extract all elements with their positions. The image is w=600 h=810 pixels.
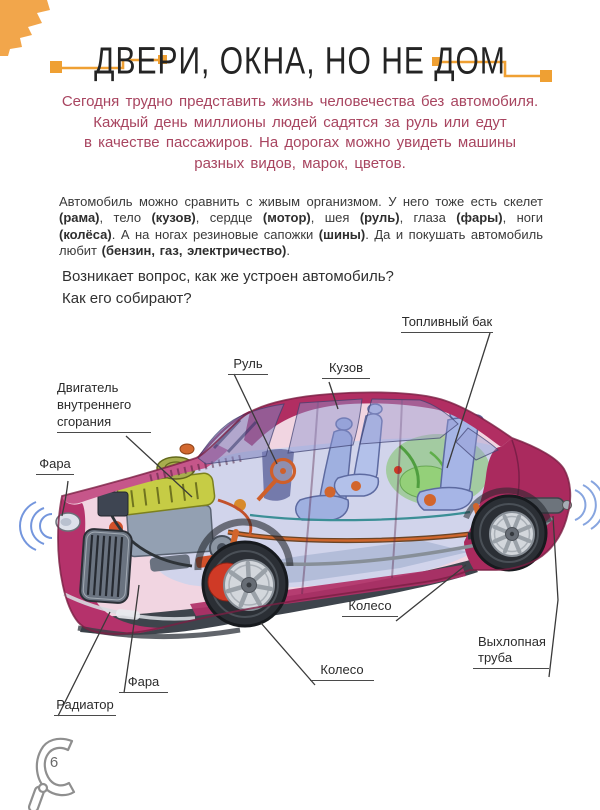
label-fuel-tank: Топливный бак bbox=[401, 314, 493, 333]
intro-line: Каждый день миллионы людей садятся за руль или едут bbox=[93, 113, 507, 131]
question-line: Возникает вопрос, как же устроен автомобиль? bbox=[62, 268, 394, 285]
side-mirror bbox=[180, 444, 194, 454]
label-wheel-front: Колесо bbox=[310, 662, 374, 681]
label-headlight-bottom: Фара bbox=[119, 674, 168, 693]
battery bbox=[98, 492, 128, 516]
intro-paragraph bbox=[40, 92, 560, 174]
exhaust-waves bbox=[575, 481, 600, 529]
car-diagram bbox=[0, 300, 600, 725]
leader-wheel-front bbox=[261, 623, 315, 685]
page-number-area bbox=[8, 728, 118, 810]
intro-line: Сегодня трудно представить жизнь человечества без автомобиля. bbox=[61, 93, 539, 110]
label-steering-wheel: Руль bbox=[228, 356, 268, 375]
label-radiator: Радиатор bbox=[54, 697, 116, 716]
page-number: 6 bbox=[49, 754, 59, 771]
headlight-beams bbox=[20, 502, 52, 550]
about-paragraph: Автомобиль можно сравнить с живым организмом. У него тоже есть скелет (рама), тело (кузов), сердце (мотор), шея (руль), глаза (фары), ноги (колёса). А на ногах резиновые сапожки (шины). Да и покушать автомобиль любит (бензин, газ, электричество). bbox=[59, 194, 543, 259]
label-wheel-rear: Колесо bbox=[342, 598, 398, 617]
intro-line: разных видов, марок, цветов. bbox=[194, 154, 406, 172]
radiator-grille bbox=[80, 528, 133, 603]
page-title: ДВЕРИ, ОКНА, НО НЕ ДОМ bbox=[94, 40, 506, 83]
label-car-body: Кузов bbox=[322, 360, 370, 379]
label-exhaust-pipe: Выхлопная труба bbox=[473, 634, 549, 669]
label-engine: Двигатель внутреннего сгорания bbox=[57, 379, 151, 433]
label-headlight-left: Фара bbox=[36, 456, 74, 475]
question-line: Как его собирают? bbox=[62, 289, 192, 307]
intro-line: в качестве пассажиров. На дорогах можно увидеть машины bbox=[83, 134, 517, 151]
